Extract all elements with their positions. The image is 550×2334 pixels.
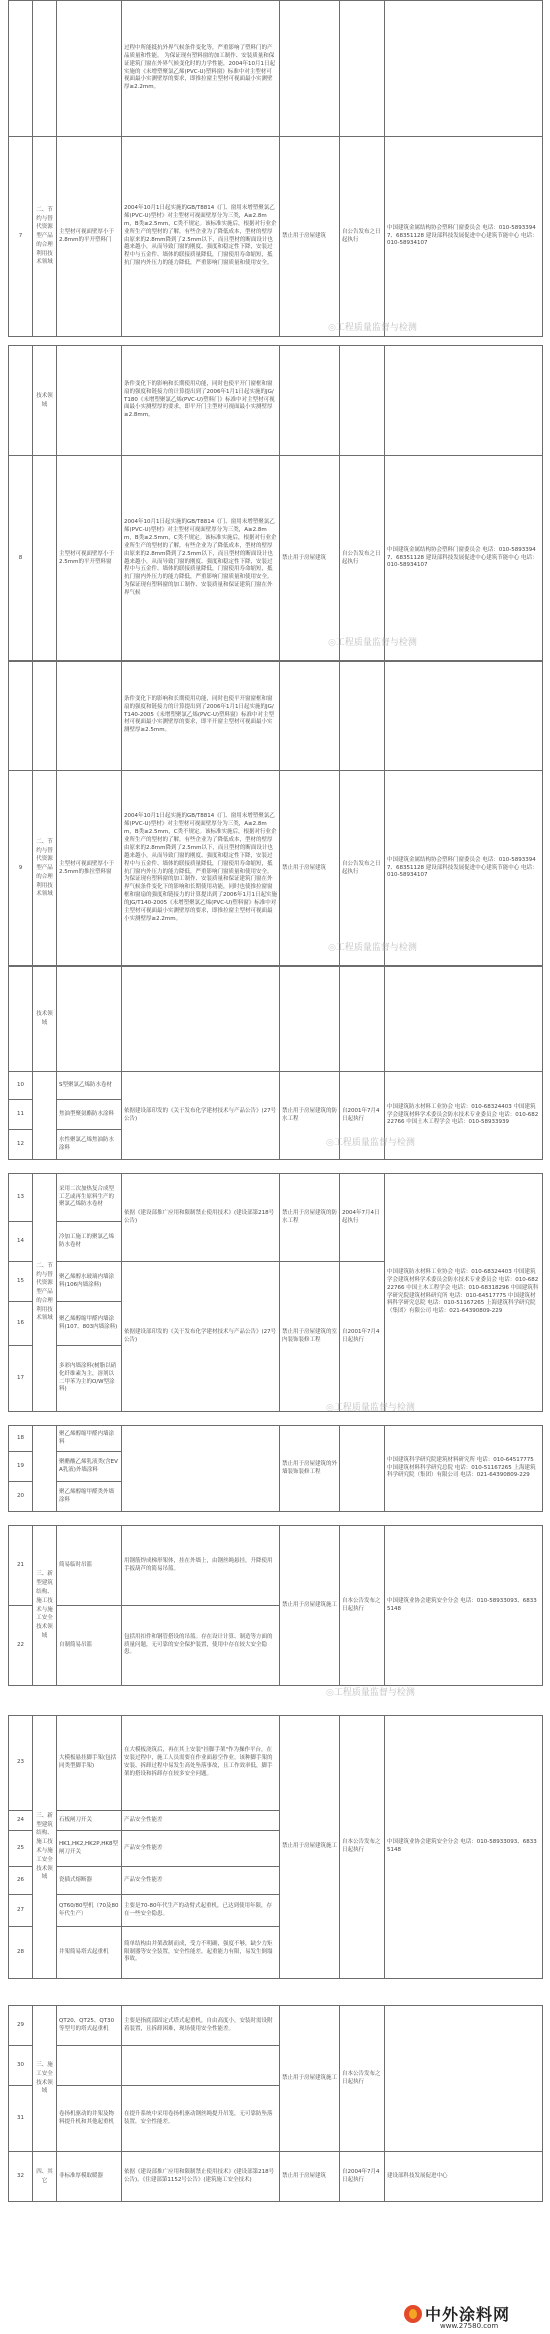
regulation-table: [8, 1425, 543, 1512]
product-cell: 石板闸刀开关: [57, 1811, 122, 1831]
reason-cell: 2004年10月1日起实施的GB/T8814《门、窗用未增塑聚氯乙烯(PVC-U)型材》对主型材可视面壁厚分为三类，A≥2.8mm，B类≥2.5mm，C类不规定。该标准实施后，根据对行业企业所生产的型材的了解，有些企业为了降低成本，型材的壁厚由原来的2.8mm降到了2.5mm以下，而且型材的断面设计也越来越小，从而导致门窗的刚度、强度和稳定性下降，安装过程中与五金件、墙体的联接质量降低，门窗使用寿命缩短，抵抗门窗内外压力的能力降低，严重影响门窗质量和使用安全。为保证现有塑料窗的加工制作、安装质量和保证建筑门窗在外界气候: [122, 456, 280, 662]
watermark: ◎ 工程质量监督与检测: [326, 1400, 415, 1413]
reason-cell: 依据建设部印发的《关于发布化学建材技术与产品公告》(27号公告): [122, 1072, 280, 1160]
reason-cell: 在提升系统中采用卷扬机驱动钢丝绳提升吊笼，无可靠防坠落装置，安全性能差。: [122, 2086, 280, 2152]
product-cell: 采用二次加热复合成型工艺或再生原料生产的聚氯乙烯防水卷材: [57, 1174, 122, 1222]
site-url: www.27580.com: [440, 2322, 499, 2330]
table-row: [9, 346, 543, 456]
regulation-table: [8, 660, 543, 967]
reason-cell: 2004年10月1日起实施的GB/T8814《门、窗用未增塑聚氯乙烯(PVC-U)型材》对主型材可视面壁厚分为三类，A≥2.8mm，B类≥2.5mm，C类不规定。该标准实施后，根据对行业企业所生产的型材的了解，有些企业为了降低成本，型材的壁厚由原来的2.8mm降到了2.5mm以下，而且型材的断面设计也越来越小，从而导致门窗的刚度、强度和稳定性下降，安装过程中与五金件、墙体的联接质量降低，门窗使用寿命缩短，抵抗门窗内外压力的能力降低，严重影响门窗质量和使用安全。为保证现有塑料窗的加工制作、安装质量和保证建筑门窗在外界气候条件变化下的影响和长期使用功能，同时也使推拉窗窗框和窗扇的强度和链接力的计算提出到了2006年1月1日起实施的JG/T140-2005《未增塑聚氯乙烯(PVC-U)塑料窗》标准中对主型材可视面最小实测壁厚的要求，即推拉窗主型材可视面最小实测壁厚≥2.2mm。: [122, 771, 280, 967]
table-row: [9, 456, 543, 662]
table-row: [9, 2006, 543, 2046]
product-cell: 简易临时吊篮: [57, 1526, 122, 1606]
row-number: 10: [9, 1072, 33, 1100]
table-section-c: [8, 660, 542, 967]
table-row: [9, 661, 543, 771]
org-cell: 中国建筑防水材料工业协会 电话：010-68324403 中国建筑学会建筑材料学术委员会防水技术专业委员会 电话：010-68222766 中国土木工程学会 电话：010-68318296 中国建筑科学研究院建筑材料研究所 电话：010-64517775 中国建筑材料科学研究总院 电话：010-51167265 上海建筑科学研究院（集团）有限公司 电话：021-64390809-229: [385, 1174, 543, 1412]
site-logo-icon: [404, 2305, 422, 2323]
watermark: ◎ 工程质量监督与检测: [326, 1135, 415, 1148]
regulation-table: [8, 1525, 543, 1686]
date-cell: 自本公告发布之日起执行: [340, 1526, 385, 1686]
product-cell: 聚乙烯醇缩甲醛内墙涂料(107、803内墙涂料): [57, 1302, 122, 1346]
scope-cell: 禁止用于房屋建筑: [280, 456, 340, 662]
scope-cell: 禁止用于房屋建筑的防水工程: [280, 1072, 340, 1160]
product-cell: 焦油型聚氨酯防水涂料: [57, 1100, 122, 1130]
row-number: 32: [9, 2152, 33, 2202]
scope-cell: 禁止用于房屋建筑的室内装饰装修工程: [280, 1262, 340, 1412]
scope-cell: 禁止用于房屋建筑施工: [280, 2006, 340, 2152]
regulation-table: [8, 2005, 543, 2202]
reason-cell: 依据《建设部推广应用和限制禁止使用技术》(建设部第218号公告): [122, 1174, 280, 1262]
row-number: 26: [9, 1867, 33, 1895]
product-cell: 井架简易塔式起重机: [57, 1927, 122, 1979]
scope-cell: 禁止用于房屋建筑的防水工程: [280, 1174, 340, 1262]
product-cell: 多彩内墙涂料(树脂以硝化纤维素为主，溶剂以二甲苯为主的O/W型涂料): [57, 1346, 122, 1412]
category-cell: 技术领域: [33, 966, 57, 1072]
scope-cell: 禁止用于房屋建筑: [280, 2152, 340, 2202]
table-section-a: [8, 0, 542, 337]
product-cell: 非标准厚模取暖器: [57, 2152, 122, 2202]
product-cell: 主型材可视面壁厚小于2.5mm的平开塑料窗: [57, 456, 122, 662]
scope-cell: 禁止用于房屋建筑施工: [280, 1716, 340, 1979]
table-row: [9, 1426, 543, 1452]
reason-cell: 包括用扣件和钢管搭设的吊篮。存在设计计算、制造等方面的质量问题，无可靠的安全保护装置，使用中存在较大安全隐患。: [122, 1606, 280, 1686]
org-cell: 中国建筑科学研究院建筑材料研究所 电话：010-64517775 中国建筑材料科学研究总院 电话：010-51167265 上海建筑科学研究院（集团）有限公司 电话：021-64390809-229: [385, 1426, 543, 1512]
product-cell: 水性聚氯乙烯焦油防水涂料: [57, 1130, 122, 1160]
row-number: 28: [9, 1927, 33, 1979]
reason-cell: 主要是70-80年代生产的动臂式起重机，已达到使用年限，存在一些安全隐患。: [122, 1895, 280, 1927]
product-cell: QT20、QT25、QT30等型号的塔式起重机: [57, 2006, 122, 2046]
table-section-e: [8, 1173, 542, 1412]
product-cell: 聚乙烯醇水玻璃内墙涂料(106内墙涂料): [57, 1262, 122, 1302]
product-cell: 聚乙烯醇缩甲醛类外墙涂料: [57, 1482, 122, 1512]
category-cell: 二、节约与替代资源型产品的合理利用技术领域: [33, 137, 57, 337]
category-cell: 二、节约与替代资源型产品的合理利用技术领域: [33, 1174, 57, 1412]
org-cell: 中国建筑金属结构协会塑料门窗委员会 电话：010-58933947、68351128 建设部科技发展促进中心建筑节能中心 电话：010-58934107: [385, 456, 543, 662]
product-cell: S型聚氯乙烯防水卷材: [57, 1072, 122, 1100]
product-cell: 聚醋酸乙烯乳液类(含EVA乳液)外墙涂料: [57, 1452, 122, 1482]
date-cell: 自2001年7月4日起执行: [340, 1072, 385, 1160]
site-logo-text: 中外涂料网: [425, 2305, 511, 2324]
reason-cell: 简单结构由井架改制而成，受力不明确，强度不够，缺少力矩限制器等安全装置，安全性能差，起重能力有限，易发生倒塌事故。: [122, 1927, 280, 1979]
row-number: 16: [9, 1302, 33, 1346]
table-row: [9, 137, 543, 337]
table-section-f: [8, 1425, 542, 1512]
regulation-table: [8, 1173, 543, 1412]
row-number: 11: [9, 1100, 33, 1130]
product-cell: [57, 2046, 122, 2086]
reason-cell: 产品安全性能差: [122, 1811, 280, 1831]
reason-cell: [122, 2046, 280, 2086]
reason-cell: 2004年10月1日起实施的GB/T8814《门、窗用未增塑聚氯乙烯(PVC-U)型材》对主型材可视面壁厚分为三类，A≥2.8mm，B类≥2.5mm，C类不规定。该标准实施后，根据对行业企业所生产的型材的了解，有些企业为了降低成本，型材的壁厚由原来的2.8mm降到了2.5mm以下，而且型材的断面设计也越来越小，从而导致门窗的刚度、强度和稳定性下降，安装过程中与五金件、墙体的联接质量降低，门窗使用寿命缩短，抵抗门窗内外压力的能力降低，严重影响门窗质量和使用安全。: [122, 137, 280, 337]
row-number: 29: [9, 2006, 33, 2046]
watermark: ◎ 工程质量监督与检测: [328, 320, 417, 333]
date-cell: 自公告发布之日起执行: [340, 137, 385, 337]
category-cell: 二、节约与替代资源型产品的合理利用技术领域: [33, 771, 57, 967]
org-cell: 中国建筑业协会建筑安全分会 电话：010-58933093、68335148: [385, 1716, 543, 1979]
date-cell: 自本公告发布之日起执行: [340, 1716, 385, 1979]
document-page: [8, 0, 542, 2334]
row-number: 8: [9, 456, 33, 662]
table-row: [9, 1526, 543, 1606]
product-cell: 瓷插式熔断器: [57, 1867, 122, 1895]
table-row: [9, 1174, 543, 1222]
product-cell: 主型材可视面壁厚小于2.8mm的平开塑料门: [57, 137, 122, 337]
org-cell: 中国建筑金属结构协会塑料门窗委员会 电话：010-58933947、68351128 建设部科技发展促进中心建筑节能中心 电话：010-58934107: [385, 771, 543, 967]
category-cell: 三、新型建筑结构、施工技术与施工安全技术领域: [33, 1526, 57, 1686]
reason-cell: 依据《建设部推广应用和限制禁止使用技术》(建设部第218号公告)，《住建部第1152号公告》(建筑施工安全技术): [122, 2152, 280, 2202]
row-number: 17: [9, 1346, 33, 1412]
scope-cell: 禁止用于房屋建筑: [280, 771, 340, 967]
category-cell: 技术领域: [33, 346, 57, 456]
date-cell: 2004年7月4日起执行: [340, 1174, 385, 1262]
reason-cell: 条件变化下的影响和长期使用功能，同时也使平开窗窗框和窗扇的强度和链接力的计算提出到了2006年1月1日起实施的JG/T140-2005《未增塑聚氯乙烯(PVC-U)塑料窗》标准中对主型材可视面最小实测壁厚的要求，即平开窗主型材可视面最小实测壁厚≥2.5mm。: [122, 661, 280, 771]
row-number: 13: [9, 1174, 33, 1222]
product-cell: 卷扬机驱动的井架及物料提升机和其他起重机: [57, 2086, 122, 2152]
org-cell: 建设部科技发展促进中心: [385, 2152, 543, 2202]
row-number: 18: [9, 1426, 33, 1452]
regulation-table: [8, 0, 543, 337]
table-row: [9, 2152, 543, 2202]
table-row: [9, 1072, 543, 1100]
table-row: [9, 1716, 543, 1811]
table-section-g: [8, 1525, 542, 1686]
product-cell: QT60/80型机（70及80年代生产）: [57, 1895, 122, 1927]
row-number: 9: [9, 771, 33, 967]
table-section-b: [8, 345, 542, 662]
row-number: 15: [9, 1262, 33, 1302]
product-cell: 聚乙烯醇缩甲醛内墙涂料: [57, 1426, 122, 1452]
row-number: 22: [9, 1606, 33, 1686]
product-cell: 主型材可视面壁厚小于2.5mm的推拉塑料窗: [57, 771, 122, 967]
table-section-i: [8, 2005, 542, 2202]
org-cell: 中国建筑防水材料工业协会 电话：010-68324403 中国建筑学会建筑材料学术委员会防水技术专业委员会 电话：010-68222766 中国土木工程学会 电话：010-58933939: [385, 1072, 543, 1160]
table-section-h: [8, 1715, 542, 1979]
date-cell: 自2001年7月4日起执行: [340, 1262, 385, 1412]
row-number: 14: [9, 1222, 33, 1262]
row-number: 23: [9, 1716, 33, 1811]
watermark: ◎ 工程质量监督与检测: [328, 940, 417, 953]
row-number: 7: [9, 137, 33, 337]
reason-cell: 依据建设部印发的《关于发布化学建材技术与产品公告》(27号公告): [122, 1262, 280, 1412]
row-number: 21: [9, 1526, 33, 1606]
product-cell: HK1,HK2,HK2P,HK8型闸刀开关: [57, 1831, 122, 1867]
scope-cell: 禁止用于房屋建筑的外墙装饰装修工程: [280, 1426, 340, 1512]
table-row: [9, 1, 543, 137]
table-row: [9, 771, 543, 967]
watermark: ◎ 工程质量监督与检测: [328, 635, 417, 648]
date-cell: 自公告发布之日起执行: [340, 456, 385, 662]
product-cell: 冷加工施工的聚氯乙烯防水卷材: [57, 1222, 122, 1262]
reason-cell: 在大模板浇筑后，再在其上安装"挂脚手架"作为操作平台，在安装过程中，施工人员需要在作业面悬空作业。该种脚手架的安装、拆卸过程中易发生高处坠落事故，且工作效率低，脚手架的搭设和拆卸存在较多安全问题。: [122, 1716, 280, 1811]
reason-cell: 产品安全性能差: [122, 1831, 280, 1867]
product-cell: 大模板悬挂脚手架(包括同类型脚手架): [57, 1716, 122, 1811]
row-number: 24: [9, 1811, 33, 1831]
category-cell: 三、新型建筑结构、施工技术与施工安全技术领域: [33, 1716, 57, 1979]
row-number: 30: [9, 2046, 33, 2086]
product-cell: 自制简易吊篮: [57, 1606, 122, 1686]
row-number: 19: [9, 1452, 33, 1482]
category-cell: 四、其它: [33, 2152, 57, 2202]
watermark: ◎ 工程质量监督与检测: [326, 1685, 415, 1698]
reason-cell: 产品安全性能差: [122, 1867, 280, 1895]
org-cell: 中国建筑业协会建筑安全分会 电话：010-58933093、68335148: [385, 1526, 543, 1686]
table-row: [9, 966, 543, 1072]
reason-cell: 过程中所能抵抗外界气候条件变化等，严重影响了塑料门的产品质量和性能。 为保证现有塑料窗的加工制作、安装质量和保证建筑门窗在外界气候变化时的力学性能，2004年10月1日起实施的《未增塑聚氯乙烯(PVC-U)塑料窗》标准中对主型材可视面最小实测壁厚的要求，即推拉窗主型材可视面最小实测壁厚≥2.2mm。: [122, 1, 280, 137]
table-section-d: [8, 965, 542, 1160]
row-number: 25: [9, 1831, 33, 1867]
regulation-table: [8, 345, 543, 662]
category-cell: 三、施工安全技术领域: [33, 2006, 57, 2152]
reason-cell: 用钢筋焊成梯形架体，挂在外墙上，由钢丝绳悬挂，升降使用手扳葫芦的简易吊篮。: [122, 1526, 280, 1606]
scope-cell: 禁止用于房屋建筑: [280, 137, 340, 337]
date-cell: 自公告发布之日起执行: [340, 771, 385, 967]
regulation-table: [8, 1715, 543, 1979]
row-number: 27: [9, 1895, 33, 1927]
org-cell: 中国建筑金属结构协会塑料门窗委员会 电话：010-58933947、68351128 建设部科技发展促进中心建筑节能中心 电话：010-58934107: [385, 137, 543, 337]
row-number: 31: [9, 2086, 33, 2152]
reason-cell: 条件变化下的影响和长期使用功能，同时也使平开门窗框和窗扇的强度和链接力的计算提出到了2006年1月1日起实施的JG/T180《未增塑聚氯乙烯(PVC-U)塑料门》标准中对主型材可视面最小实测壁厚的要求，即平开门主型材可视面最小实测壁厚≥2.8mm。: [122, 346, 280, 456]
reason-cell: 主要是指底部固定式塔式起重机，自由高度小，安装时需设附着装置，且拆卸困难，现场使用安全性能差。: [122, 2006, 280, 2046]
regulation-table: [8, 965, 543, 1160]
row-number: 20: [9, 1482, 33, 1512]
scope-cell: 禁止用于房屋建筑施工: [280, 1526, 340, 1686]
date-cell: 自2004年7月4日起执行: [340, 2152, 385, 2202]
row-number: 12: [9, 1130, 33, 1160]
date-cell: 自本公告发布之日起执行: [340, 2006, 385, 2152]
